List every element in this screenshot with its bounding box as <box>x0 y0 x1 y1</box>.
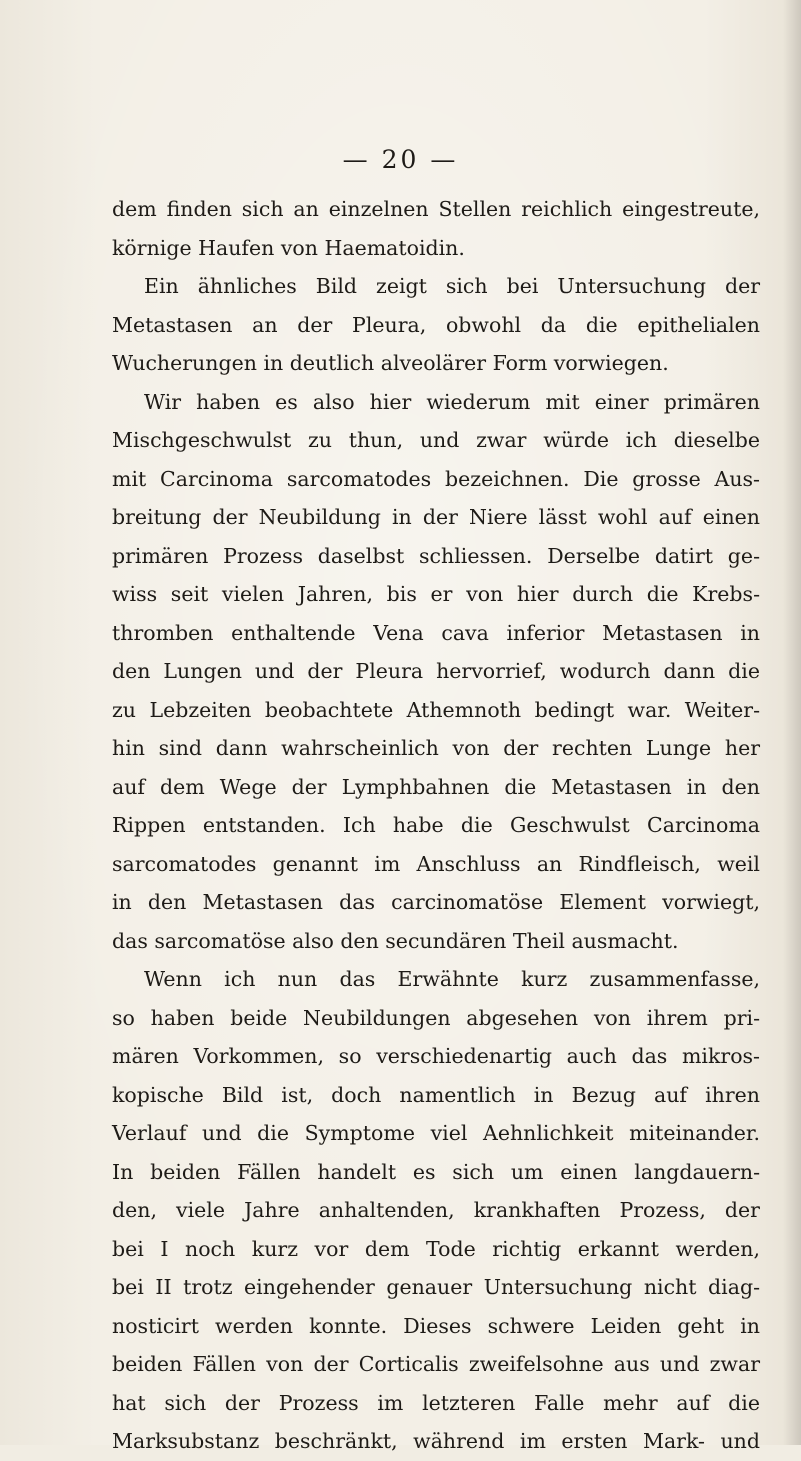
text-line: körnige Haufen von Haematoidin. <box>112 235 465 260</box>
text-line: mären Vorkommen, so verschiedenartig auch das mikros- <box>112 1044 760 1068</box>
text-line: beiden Fällen von der Corticalis zweifelsohne aus und zwar <box>112 1352 760 1376</box>
text-line: hin sind dann wahrscheinlich von der rechten Lunge her <box>112 736 760 760</box>
page-edge-shadow <box>783 0 801 1445</box>
text-line: den, viele Jahre anhaltenden, krankhaften Prozess, der <box>112 1198 760 1222</box>
text-line: so haben beide Neubildungen abgesehen von ihrem pri- <box>112 1005 760 1030</box>
text-line: wiss seit vielen Jahren, bis er von hier durch die Krebs- <box>112 582 760 606</box>
text-line: mit Carcinoma sarcomatodes bezeichnen. Die grosse Aus- <box>112 466 760 491</box>
text-line: bei I noch kurz vor dem Tode richtig erkannt werden, <box>112 1236 760 1261</box>
text-line: zu Lebzeiten beobachtete Athemnoth bedingt war. Weiter- <box>112 697 760 722</box>
text-line: auf dem Wege der Lymphbahnen die Metastasen in den <box>112 774 760 799</box>
page-number: — 20 — <box>342 145 459 174</box>
text-line: Wenn ich nun das Erwähnte kurz zusammenfasse, <box>144 967 760 991</box>
text-line: Verlauf und die Symptome viel Aehnlichkeit miteinander. <box>112 1121 760 1145</box>
text-line: Rippen entstanden. Ich habe die Geschwulst Carcinoma <box>112 813 760 837</box>
text-line: sarcomatodes genannt im Anschluss an Rindfleisch, weil <box>112 851 760 876</box>
text-line: Wucherungen in deutlich alveolärer Form vorwiegen. <box>112 351 669 375</box>
text-line: Metastasen an der Pleura, obwohl da die epithelialen <box>112 312 760 337</box>
text-line: Wir haben es also hier wiederum mit einer primären <box>144 389 760 414</box>
text-line: Ein ähnliches Bild zeigt sich bei Untersuchung der <box>144 274 760 298</box>
text-line: In beiden Fällen handelt es sich um einen langdauern- <box>112 1159 760 1184</box>
text-line: breitung der Neubildung in der Niere lässt wohl auf einen <box>112 505 760 529</box>
text-line: thromben enthaltende Vena cava inferior Metastasen in <box>112 620 760 645</box>
text-line: primären Prozess daselbst schliessen. Derselbe datirt ge- <box>112 543 760 568</box>
text-line: hat sich der Prozess im letzteren Falle mehr auf die <box>112 1390 760 1415</box>
text-line: Marksubstanz beschränkt, während im ersten Mark- und <box>112 1429 760 1453</box>
text-line: kopische Bild ist, doch namentlich in Bezug auf ihren <box>112 1082 760 1107</box>
text-line: das sarcomatöse also den secundären Theil ausmacht. <box>112 928 679 953</box>
text-line: den Lungen und der Pleura hervorrief, wodurch dann die <box>112 659 760 683</box>
body-text <box>112 190 760 1461</box>
text-line: in den Metastasen das carcinomatöse Element vorwiegt, <box>112 890 760 914</box>
text-line: nosticirt werden konnte. Dieses schwere Leiden geht in <box>112 1313 760 1338</box>
text-line: Mischgeschwulst zu thun, und zwar würde ich dieselbe <box>112 428 760 452</box>
text-line: bei II trotz eingehender genauer Untersuchung nicht diag- <box>112 1275 760 1299</box>
text-line: dem finden sich an einzelnen Stellen reichlich eingestreute, <box>112 197 760 221</box>
